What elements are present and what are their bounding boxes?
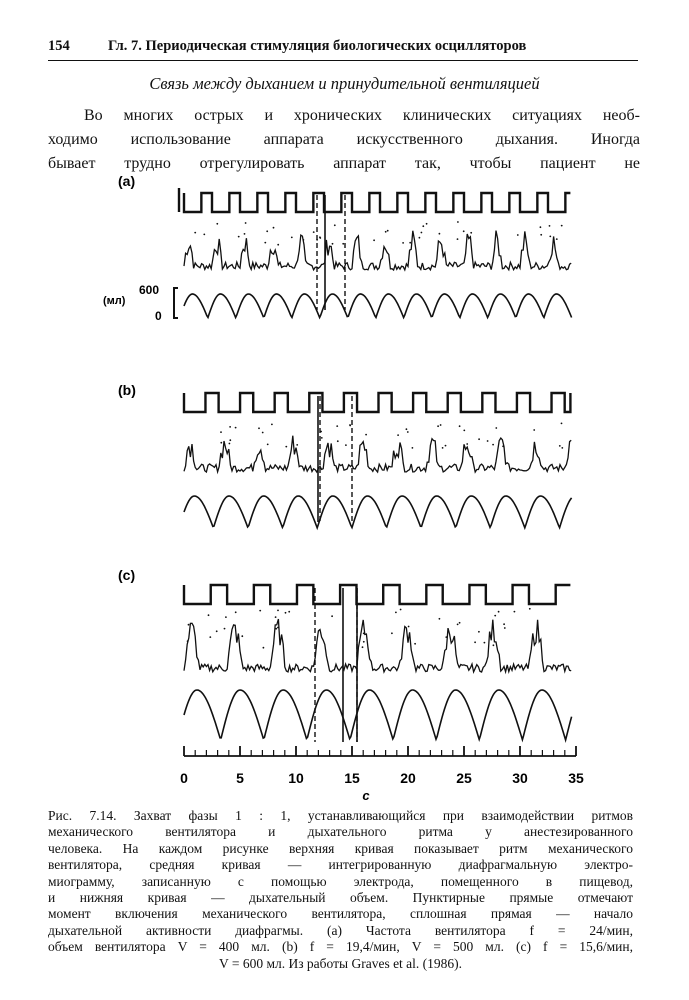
emg-dot xyxy=(457,238,459,240)
ventilator-trace xyxy=(184,393,570,412)
emg-dot xyxy=(331,615,333,617)
emg-dot xyxy=(277,610,279,612)
panel-2 xyxy=(184,393,572,528)
body-line: ходимо использование аппарата искусственного дыхания. Иногда xyxy=(48,131,640,148)
caption-line: механического вентилятора и дыхательного ритма у анестезированного xyxy=(48,824,633,840)
emg-dot xyxy=(514,611,516,613)
emg-dot xyxy=(332,243,334,245)
emg-dot xyxy=(203,234,205,236)
emg-dot xyxy=(303,239,305,241)
emg-dot xyxy=(478,438,480,440)
emg-dot xyxy=(478,631,480,633)
emg-dot xyxy=(266,230,268,232)
section-title: Связь между дыханием и принудительной вентиляцией xyxy=(149,74,540,93)
emg-dot xyxy=(285,446,287,448)
emg-dot xyxy=(220,431,222,433)
caption-line: вентилятора, средняя кривая — интегрированную диафрагмальную электро- xyxy=(48,857,633,873)
emg-dot xyxy=(229,426,231,428)
emg-dot xyxy=(241,635,243,637)
caption-line: дыхательной активности диафрагмы. (a) Частота вентилятора f = 24/мин, xyxy=(48,922,633,938)
emg-dot xyxy=(533,429,535,431)
emg-dot xyxy=(445,445,447,447)
emg-dot xyxy=(492,444,494,446)
emg-dot xyxy=(422,225,424,227)
emg-dot xyxy=(296,444,298,446)
volume-trace xyxy=(184,690,572,740)
emg-dot xyxy=(466,443,468,445)
emg-dot xyxy=(313,231,315,233)
emg-dot xyxy=(224,628,226,630)
emg-dot xyxy=(363,633,365,635)
emg-dot xyxy=(439,233,441,235)
emg-trace xyxy=(184,619,571,672)
emg-dot xyxy=(503,623,505,625)
emg-dot xyxy=(229,443,231,445)
emg-dot xyxy=(474,641,476,643)
emg-dot xyxy=(321,437,323,439)
emg-dot xyxy=(421,232,423,234)
emg-dot xyxy=(209,636,211,638)
emg-dot xyxy=(494,615,496,617)
emg-dot xyxy=(440,424,442,426)
emg-dot xyxy=(319,236,321,238)
emg-dot xyxy=(487,440,489,442)
emg-dot xyxy=(559,445,561,447)
time-tick-label: 35 xyxy=(568,770,584,786)
caption-line: и нижняя кривая — дыхательный объем. Пунктирные прямые отмечают xyxy=(48,890,633,906)
time-axis xyxy=(180,746,584,786)
emg-dot xyxy=(264,242,266,244)
emg-dot xyxy=(437,425,439,427)
volume-scale-bracket xyxy=(174,288,178,318)
emg-dot xyxy=(459,622,461,624)
time-tick-label: 25 xyxy=(456,770,472,786)
emg-dot xyxy=(258,427,260,429)
emg-dot xyxy=(277,627,279,629)
emg-dot xyxy=(517,234,519,236)
emg-dot xyxy=(387,230,389,232)
emg-dot xyxy=(334,224,336,226)
emg-dot xyxy=(502,445,504,447)
emg-dot xyxy=(561,225,563,227)
emg-dot xyxy=(267,444,269,446)
emg-trace xyxy=(184,231,571,270)
emg-dot xyxy=(457,221,459,223)
emg-dot xyxy=(373,239,375,241)
emg-trace xyxy=(184,436,571,472)
emg-dot xyxy=(540,226,542,228)
emg-dot xyxy=(188,624,190,626)
emg-dot xyxy=(459,425,461,427)
time-axis-label: с xyxy=(362,788,370,800)
emg-dot xyxy=(262,432,264,434)
emg-dot xyxy=(493,644,495,646)
emg-dot xyxy=(238,236,240,238)
emg-dot xyxy=(470,232,472,234)
emg-dot xyxy=(561,423,563,425)
figure-7-14 xyxy=(0,170,689,800)
emg-dot xyxy=(556,238,558,240)
emg-dot xyxy=(561,447,563,449)
emg-dot xyxy=(362,646,364,648)
emg-dot xyxy=(271,424,273,426)
emg-dot xyxy=(285,612,287,614)
emg-dot xyxy=(288,611,290,613)
emg-dot xyxy=(395,612,397,614)
emg-dot xyxy=(407,431,409,433)
emg-dot xyxy=(273,227,275,229)
emg-dot xyxy=(419,237,421,239)
chapter-title: Гл. 7. Периодическая стимуляция биологических осцилляторов xyxy=(108,38,527,54)
emg-dot xyxy=(187,640,189,642)
emg-dot xyxy=(498,611,500,613)
emg-dot xyxy=(365,434,367,436)
caption-line: момент включения механического вентилятора, сплошная прямая — начало xyxy=(48,906,633,922)
emg-dot xyxy=(235,611,237,613)
emg-dot xyxy=(457,624,459,626)
emg-dot xyxy=(442,447,444,449)
emg-dot xyxy=(216,223,218,225)
caption-line: объем вентилятора V = 400 мл. (b) f = 19,4/мин, V = 500 мл. (c) f = 15,6/мин, xyxy=(48,939,633,955)
caption-line: миограмму, записанную с помощью электрода, помещенного в пищевод, xyxy=(48,873,633,889)
emg-dot xyxy=(495,427,497,429)
emg-dot xyxy=(263,647,265,649)
emg-dot xyxy=(194,232,196,234)
body-line: Во многих острых и хронических клинических ситуациях необ- xyxy=(84,107,640,124)
emg-dot xyxy=(275,628,277,630)
emg-dot xyxy=(412,447,414,449)
panel-label: (b) xyxy=(118,382,136,398)
emg-dot xyxy=(549,225,551,227)
emg-dot xyxy=(402,242,404,244)
time-tick-label: 5 xyxy=(236,770,244,786)
volume-bottom-label: 0 xyxy=(155,309,162,323)
body-line: бывает трудно отрегулировать аппарат так, чтобы пациент не xyxy=(48,155,640,172)
caption-line: Рис. 7.14. Захват фазы 1 : 1, устанавливающийся при взаимодействии ритмов xyxy=(48,808,633,823)
emg-dot xyxy=(445,636,447,638)
caption-line: человека. На каждом рисунке верхняя кривая показывает ритм механического xyxy=(48,840,633,856)
emg-dot xyxy=(408,626,410,628)
panel-1 xyxy=(179,188,572,318)
emg-dot xyxy=(345,444,347,446)
emg-dot xyxy=(484,642,486,644)
emg-dot xyxy=(463,430,465,432)
emg-dot xyxy=(220,442,222,444)
emg-dot xyxy=(549,236,551,238)
emg-dot xyxy=(391,632,393,634)
emg-dot xyxy=(291,237,293,239)
body-text xyxy=(48,104,640,176)
figure-caption xyxy=(48,808,633,972)
volume-trace xyxy=(184,294,572,318)
panel-3 xyxy=(184,585,572,742)
volume-top-label: 600 xyxy=(139,283,160,297)
running-header xyxy=(48,38,638,61)
emg-dot xyxy=(337,440,339,442)
emg-dot xyxy=(349,424,351,426)
emg-dot xyxy=(277,244,279,246)
time-tick-label: 20 xyxy=(400,770,416,786)
panel-label: (a) xyxy=(118,173,136,189)
emg-dot xyxy=(216,630,218,632)
emg-dot xyxy=(463,230,465,232)
emg-dot xyxy=(400,609,402,611)
emg-dot xyxy=(229,439,231,441)
emg-dot xyxy=(409,242,411,244)
ventilator-trace xyxy=(184,585,570,604)
emg-dot xyxy=(259,610,261,612)
emg-dot xyxy=(385,231,387,233)
time-tick-label: 15 xyxy=(344,770,360,786)
volume-trace xyxy=(184,496,572,528)
volume-unit-label: (мл) xyxy=(103,295,126,307)
emg-dot xyxy=(540,234,542,236)
emg-dot xyxy=(275,616,277,618)
emg-dot xyxy=(363,641,365,643)
time-tick-label: 30 xyxy=(512,770,528,786)
time-tick-label: 10 xyxy=(288,770,304,786)
emg-dot xyxy=(244,233,246,235)
emg-dot xyxy=(336,425,338,427)
emg-dot xyxy=(235,427,237,429)
emg-dot xyxy=(225,616,227,618)
panel-label: (c) xyxy=(118,567,136,583)
emg-dot xyxy=(426,223,428,225)
emg-dot xyxy=(208,614,210,616)
emg-dot xyxy=(245,222,247,224)
page-number: 154 xyxy=(48,38,70,54)
emg-dot xyxy=(414,643,416,645)
emg-dot xyxy=(529,608,531,610)
emg-dot xyxy=(406,428,408,430)
emg-dot xyxy=(504,627,506,629)
ventilator-trace xyxy=(184,193,570,212)
caption-line: V = 600 мл. Из работы Graves et al. (1986). xyxy=(218,955,463,971)
emg-dot xyxy=(397,434,399,436)
time-tick-label: 0 xyxy=(180,770,188,786)
emg-dot xyxy=(342,243,344,245)
emg-dot xyxy=(439,618,441,620)
